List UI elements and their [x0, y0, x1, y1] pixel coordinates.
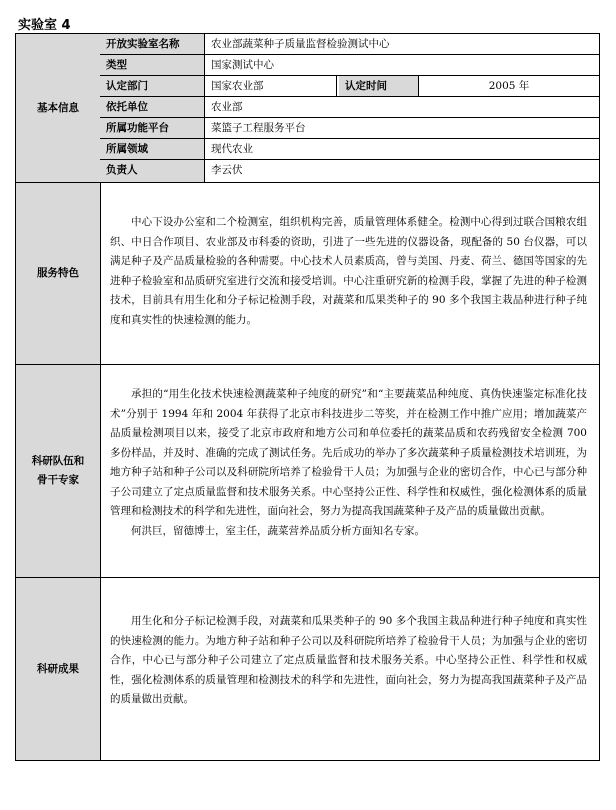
service-section — [16, 183, 599, 364]
team-text-2: 何洪巨，留德博士，室主任，蔬菜营养品质分析方面知名专家。 — [131, 524, 425, 537]
info-key-date: 认定时间 — [339, 76, 419, 96]
info-row-type — [100, 55, 599, 76]
info-value: 农业部 — [211, 101, 243, 113]
team-content — [100, 365, 599, 577]
results-text: 用生化和分子标记检测手段，对蔬菜和瓜果类种子的 90 多个我国主栽品种进行种子纯度和真实性的快速检测的能力。为地方种子站和种子公司以及科研院所培养了检验骨干人员；为加强与企业的密切合作，中心已与部分种子公司建立了定点质量监督和技术服务关系。中心坚持公正性、科学性和权威性，强化检测体系的质量管理和检测技术的科学和先进性，面向社会，努力为提高我国蔬菜种子及产品的质量做出贡献。 — [110, 615, 587, 705]
info-value: 国家农业部 — [205, 76, 337, 96]
info-key: 开放实验室名称 — [100, 34, 205, 54]
service-content — [100, 183, 599, 364]
info-row-director — [100, 160, 599, 182]
basic-info-section — [16, 34, 599, 182]
lab-info-table — [15, 33, 600, 761]
info-row-platform — [100, 118, 599, 139]
info-value: 现代农业 — [211, 143, 253, 155]
results-content — [100, 578, 599, 760]
info-key: 类型 — [100, 55, 205, 75]
info-value: 李云伏 — [211, 164, 243, 176]
page-title: 实验室 4 — [18, 18, 71, 33]
info-value-date: 2005 年 — [488, 80, 530, 92]
info-row-lab-name — [100, 34, 599, 55]
team-section — [16, 365, 599, 577]
results-label: 科研成果 — [16, 578, 101, 760]
info-value: 农业部蔬菜种子质量监督检验测试中心 — [211, 38, 390, 50]
info-key: 负责人 — [100, 160, 205, 182]
team-label-line2: 骨干专家 — [37, 474, 79, 486]
service-text: 中心下设办公室和二个检测室，组织机构完善，质量管理体系健全。检测中心得到过联合国粮农组织、中日合作项目、农业部及市科委的资助，引进了一些先进的仪器设备，现配备的 50 台仪器，可以满足种子及产品质量检验的各种需要。中心技术人员素质高，曾与美国、丹麦、荷兰、德国等国家的先进种子检验室和品质研究室进行交流和接受培训。中心注重研究新的检测手段，掌握了先进的种子检测技术，目前具有用生化和分子标记检测手段，对蔬菜和瓜果类种子的 90 多个我国主栽品种进行种子纯度和真实性的快速检测的能力。 — [110, 216, 587, 326]
info-key: 所属领域 — [100, 139, 205, 159]
team-text-1: 承担的“用生化技术快速检测蔬菜种子纯度的研究”和“主要蔬菜品种纯度、真伪快速鉴定标准化技术”分别于 1994 年和 2004 年获得了北京市科技进步二等奖，并在检测工作中推广应用；增加蔬菜产品质量检测项目以来，接受了北京市政府和地方公司和单位委托的蔬菜品质和农药残留安全检测 700 多份样品，并及时、准确的完成了测试任务。先后成功的举办了多次蔬菜种子质量检测技术培训班，为地方种子站和种子公司以及科研院所培养了检验骨干人员；为加强与企业的密切合作，中心已与部分种子公司建立了定点质量监督和技术服务关系。中心坚持公正性、科学性和权威性，强化检测体系的质量管理和检测技术的科学和先进性，面向社会，努力为提高我国蔬菜种子及产品的质量做出贡献。 — [110, 388, 587, 517]
info-key: 认定部门 — [100, 76, 205, 96]
info-row-host — [100, 97, 599, 118]
info-key: 依托单位 — [100, 97, 205, 117]
info-value: 菜篮子工程服务平台 — [211, 122, 306, 134]
team-label — [16, 365, 101, 577]
basic-info-label: 基本信息 — [16, 34, 101, 182]
team-label-line1: 科研队伍和 — [31, 455, 85, 467]
service-label: 服务特色 — [16, 183, 101, 364]
info-row-field — [100, 139, 599, 160]
info-row-department — [100, 76, 599, 97]
info-value: 国家测试中心 — [211, 59, 274, 71]
results-section — [16, 578, 599, 760]
info-key: 所属功能平台 — [100, 118, 205, 138]
